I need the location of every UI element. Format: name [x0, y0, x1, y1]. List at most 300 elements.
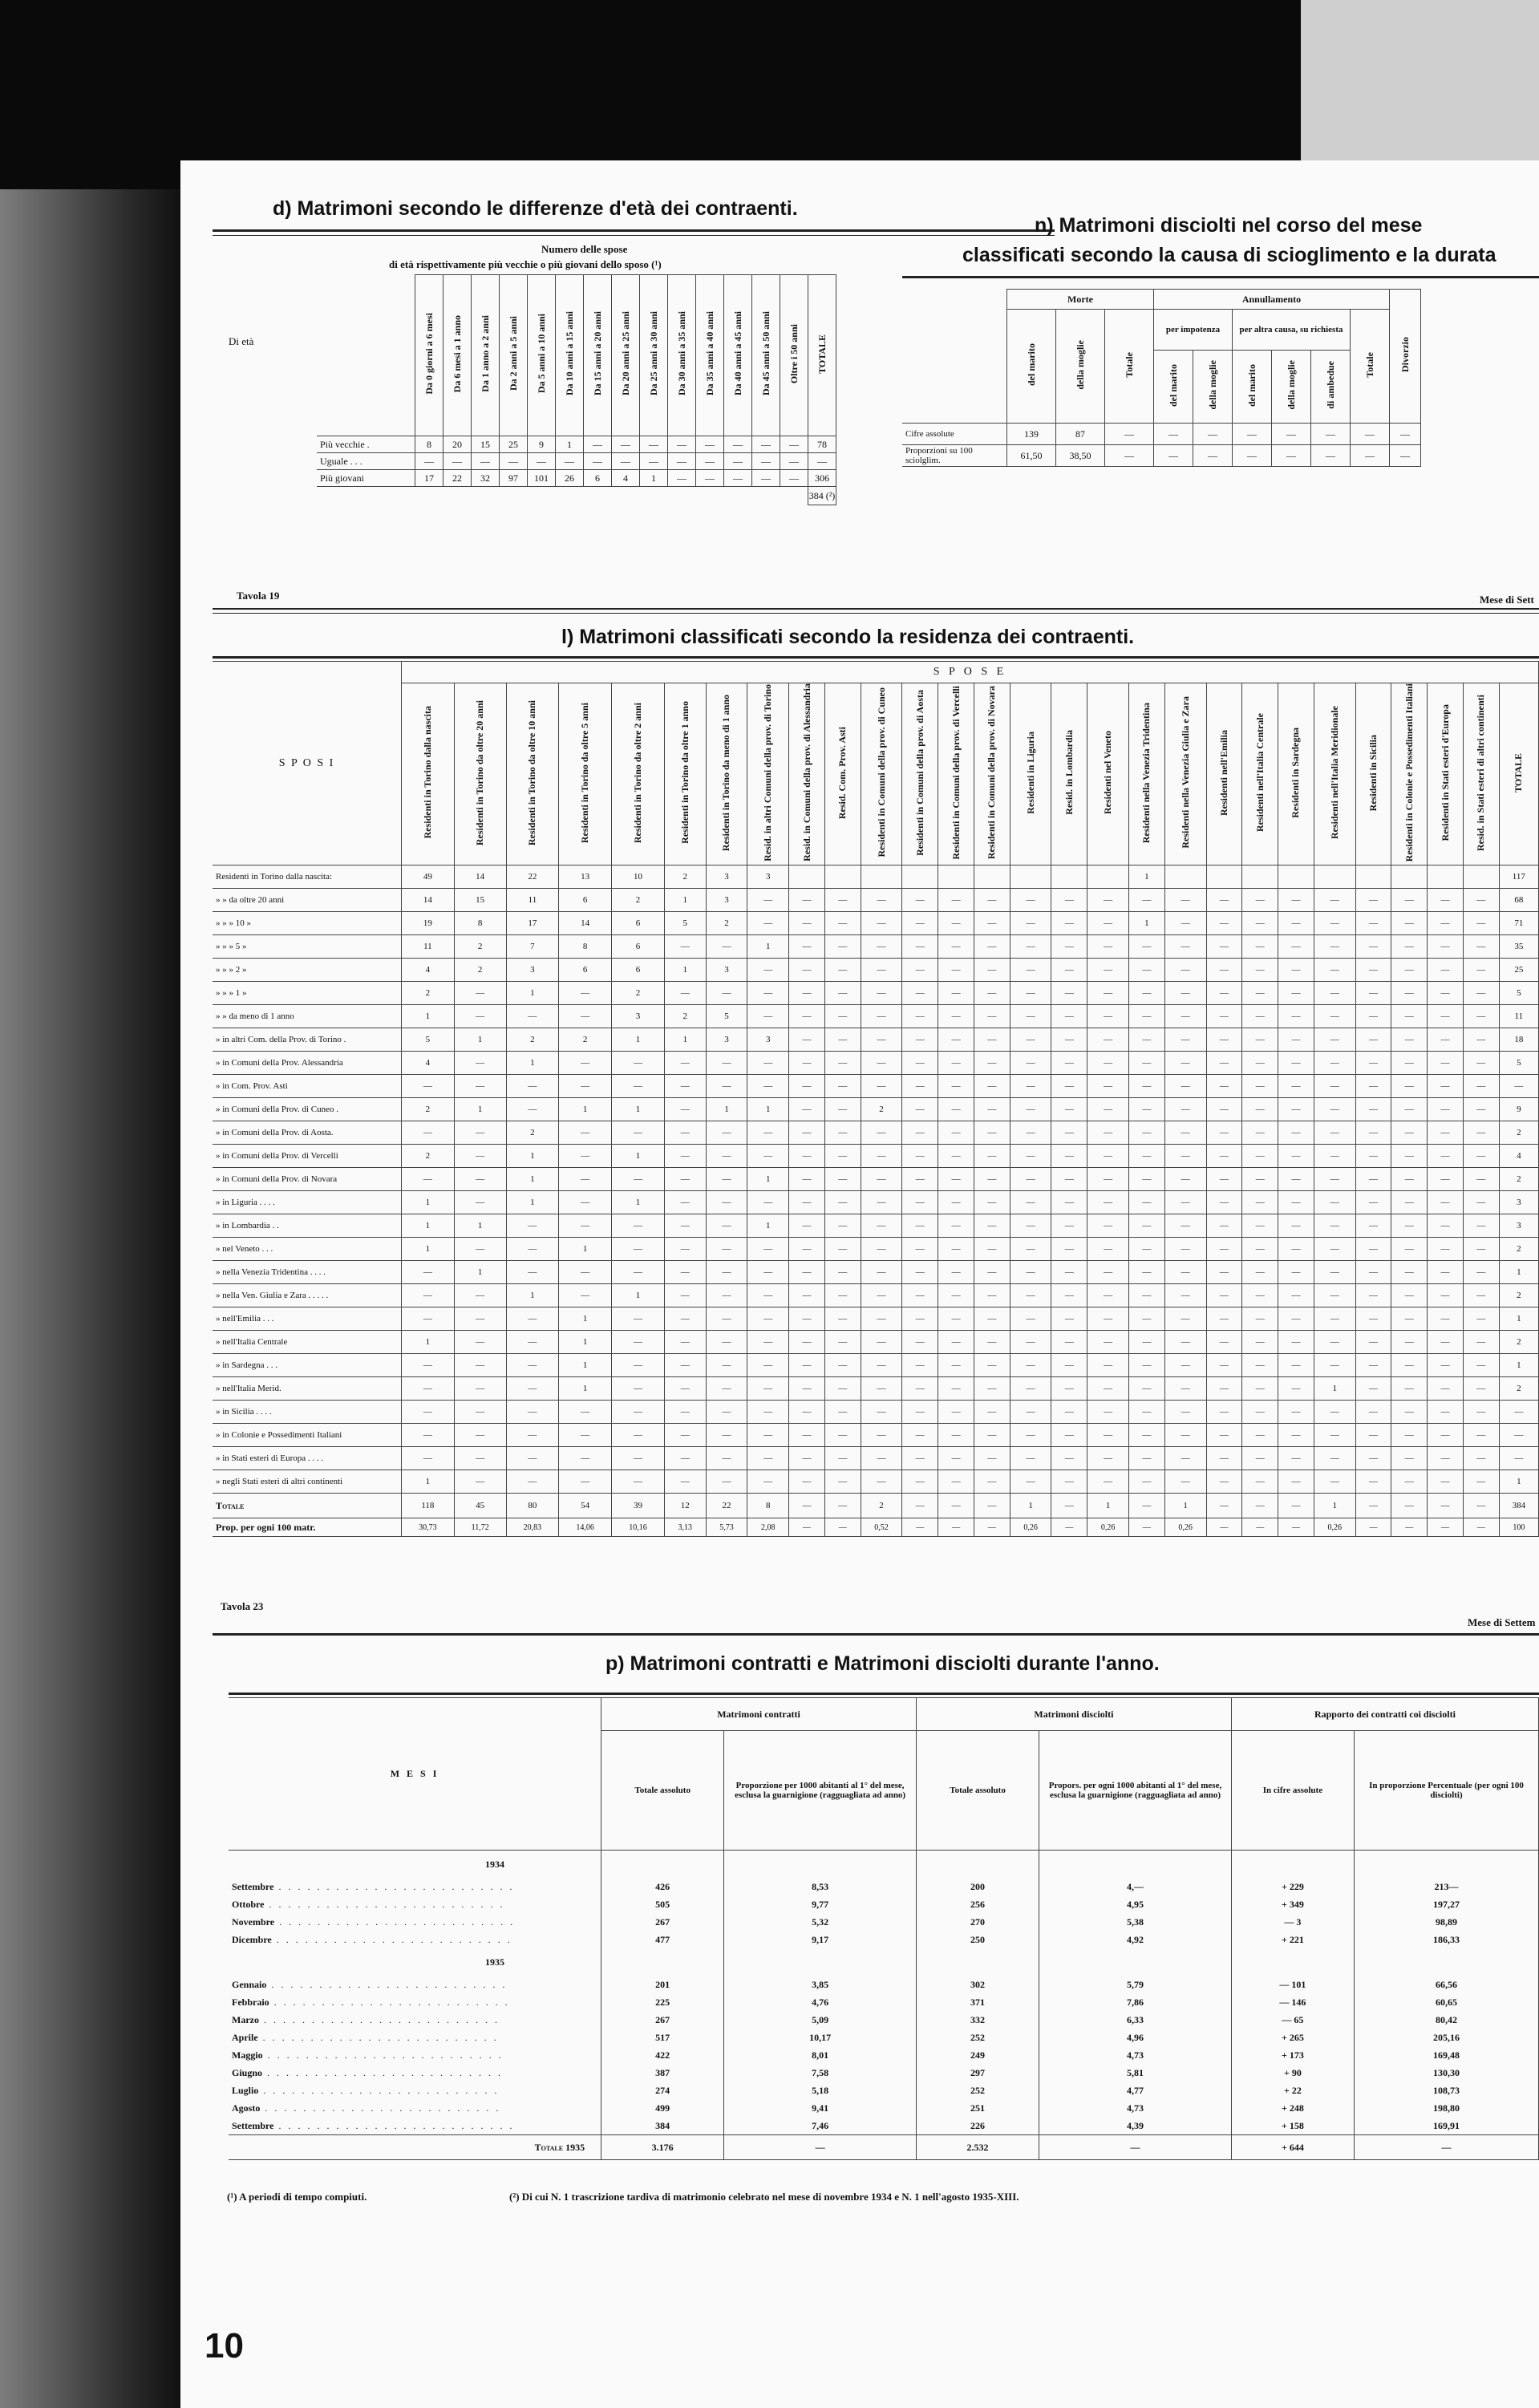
- section-l-cell: —: [1087, 1447, 1129, 1470]
- section-d-cell: —: [500, 453, 528, 470]
- section-l-cell: 1: [402, 1214, 455, 1238]
- section-l-cell: —: [612, 1238, 665, 1261]
- section-l-cell: —: [824, 1028, 861, 1052]
- section-p-blank: [601, 1948, 724, 1976]
- section-l-cell: —: [1278, 982, 1314, 1005]
- section-l-cell: —: [1242, 935, 1278, 959]
- section-d-cell: 9: [528, 436, 556, 453]
- section-l-cell: —: [454, 1401, 506, 1424]
- section-l-cell: —: [1206, 889, 1242, 912]
- section-l-cell: —: [1010, 1447, 1051, 1470]
- section-l-cell: —: [454, 1307, 506, 1331]
- section-l-cell: —: [1278, 1354, 1314, 1377]
- section-l-cell: —: [1355, 1005, 1391, 1028]
- section-l-cell: —: [1010, 1238, 1051, 1261]
- section-l-cell: —: [1463, 1284, 1499, 1307]
- section-l-cell: —: [1051, 889, 1087, 912]
- section-l-row-label: » in Comuni della Prov. Alessandria: [213, 1052, 402, 1075]
- section-l-cell: —: [559, 1447, 612, 1470]
- section-l-cell: —: [559, 1214, 612, 1238]
- section-l-cell: —: [1051, 1191, 1087, 1214]
- section-l-cell: —: [789, 1470, 825, 1494]
- section-l-cell: 35: [1499, 935, 1538, 959]
- section-p-cell: 66,56: [1354, 1976, 1538, 1993]
- section-l-cell: —: [1314, 1470, 1355, 1494]
- section-l-cell: —: [1355, 1354, 1391, 1377]
- section-p-mesi-label: M E S I: [229, 1698, 601, 1851]
- section-l-cell: —: [1355, 889, 1391, 912]
- section-l-row-label: » in Sardegna . . .: [213, 1354, 402, 1377]
- section-l-cell: —: [559, 982, 612, 1005]
- section-l-cell: —: [1463, 1191, 1499, 1214]
- section-l-cell: —: [1463, 935, 1499, 959]
- section-l-cell: —: [747, 1191, 789, 1214]
- section-l-cell: —: [938, 1145, 974, 1168]
- section-d-cell: 306: [808, 470, 836, 487]
- section-l-cell: 1: [402, 1331, 455, 1354]
- section-l-cell: —: [824, 1098, 861, 1121]
- section-n-sub-impotenza: per impotenza: [1154, 310, 1233, 351]
- section-l-cell: —: [612, 1307, 665, 1331]
- section-l-col-header-text: Resid. in Stati esteri di altri continenti: [1475, 694, 1487, 851]
- section-l-cell: —: [664, 982, 706, 1005]
- section-l-row: [213, 1377, 1539, 1401]
- section-l-cell: —: [1314, 1005, 1355, 1028]
- section-l-cell: —: [861, 982, 902, 1005]
- section-d-col-header: [612, 275, 640, 436]
- section-l-cell: —: [902, 1307, 938, 1331]
- section-l-col-header: [454, 683, 506, 866]
- section-l-cell: —: [1164, 1098, 1206, 1121]
- section-l-row: [213, 1261, 1539, 1284]
- section-l-cell: —: [1391, 1354, 1428, 1377]
- section-d-cell: 1: [640, 470, 668, 487]
- section-l-cell: —: [974, 1214, 1010, 1238]
- section-l-cell: 1: [506, 1191, 559, 1214]
- section-p-month: [229, 1976, 601, 1993]
- section-l-prop-label: Prop. per ogni 100 matr.: [213, 1518, 402, 1537]
- document-page: [180, 160, 1539, 2408]
- section-l-cell: —: [1499, 1401, 1538, 1424]
- section-l-cell: 4: [1499, 1145, 1538, 1168]
- section-l-cell: [1278, 866, 1314, 889]
- section-l-col-header-text: Residenti in Sardegna: [1290, 727, 1302, 818]
- section-l-row-label: » in Sicilia . . . .: [213, 1401, 402, 1424]
- section-l-col-header-text: Resid. in altri Comuni della prov. di Torino: [762, 683, 774, 861]
- section-l-cell: —: [938, 1401, 974, 1424]
- section-l-cell: —: [559, 1261, 612, 1284]
- section-l-cell: —: [1051, 1284, 1087, 1307]
- section-l-cell: —: [902, 912, 938, 935]
- section-l-cell: —: [789, 1145, 825, 1168]
- section-l-cell: —: [1428, 935, 1464, 959]
- section-n-col-header-text: della moglie: [1074, 339, 1086, 390]
- section-l-cell: —: [974, 1075, 1010, 1098]
- section-p-cell: 332: [916, 2011, 1039, 2029]
- section-l-row: [213, 1354, 1539, 1377]
- section-l-cell: —: [664, 1401, 706, 1424]
- section-l-cell: 1: [559, 1307, 612, 1331]
- section-d-cell: —: [640, 436, 668, 453]
- section-l-cell: —: [1010, 1331, 1051, 1354]
- section-l-cell: —: [1242, 1075, 1278, 1098]
- tavola-19-label: Tavola 19: [237, 590, 280, 602]
- section-l-cell: —: [1129, 959, 1165, 982]
- section-l-cell: —: [824, 889, 861, 912]
- section-d-cell: 6: [584, 470, 612, 487]
- section-d-cell: 8: [415, 436, 443, 453]
- section-l-col-header-text: Residenti in Sicilia: [1367, 734, 1379, 811]
- section-l-cell: 15: [454, 889, 506, 912]
- section-l-col-header: [861, 683, 902, 866]
- section-p-year: 1935: [485, 1956, 505, 1968]
- section-l-total-cell: 45: [454, 1494, 506, 1518]
- section-l-row-label: » in Comuni della Prov. di Novara: [213, 1168, 402, 1191]
- section-l-cell: —: [1129, 1028, 1165, 1052]
- section-l-cell: 2: [1499, 1168, 1538, 1191]
- section-l-cell: —: [1391, 1005, 1428, 1028]
- section-l-cell: 1: [559, 1331, 612, 1354]
- section-l-cell: —: [664, 1098, 706, 1121]
- section-l-cell: —: [1010, 1005, 1051, 1028]
- section-p-month: [229, 2064, 601, 2082]
- section-d-cell: —: [640, 453, 668, 470]
- section-d-cell: —: [696, 470, 724, 487]
- section-l-total-cell: —: [1355, 1494, 1391, 1518]
- section-l-cell: —: [1206, 1424, 1242, 1447]
- section-l-cell: —: [664, 1424, 706, 1447]
- section-l-cell: —: [1129, 1052, 1165, 1075]
- section-p-cell: 251: [916, 2099, 1039, 2117]
- section-l-prop-cell: —: [1242, 1518, 1278, 1537]
- section-n-row: [902, 445, 1421, 467]
- section-l-col-header: [789, 683, 825, 866]
- section-l-total-cell: —: [974, 1494, 1010, 1518]
- section-l-cell: —: [1164, 1121, 1206, 1145]
- section-l-cell: —: [1206, 1331, 1242, 1354]
- section-l-cell: —: [1087, 1145, 1129, 1168]
- section-l-cell: —: [1463, 1145, 1499, 1168]
- section-l-cell: —: [824, 1424, 861, 1447]
- section-l-cell: —: [1051, 1121, 1087, 1145]
- section-l-cell: —: [1391, 1284, 1428, 1307]
- section-l-cell: —: [1391, 1470, 1428, 1494]
- section-l-cell: —: [1087, 1261, 1129, 1284]
- section-l-cell: 3: [706, 889, 747, 912]
- section-l-cell: —: [1010, 959, 1051, 982]
- section-p-cell: — 101: [1231, 1976, 1354, 1993]
- section-d-header-2: di età rispettivamente più vecchie o più giovani dello sposo (¹): [389, 258, 662, 270]
- section-l-prop-cell: —: [1051, 1518, 1087, 1537]
- section-l-cell: —: [1463, 1377, 1499, 1401]
- section-l-cell: 1: [612, 1284, 665, 1307]
- section-d-col-header-text: Da 40 anni a 45 anni: [731, 311, 743, 396]
- section-l-total-cell: 12: [664, 1494, 706, 1518]
- section-n-col-header: [1272, 351, 1311, 424]
- section-l-col-header-text: Residenti in Comuni della prov. di Vercelli: [950, 685, 962, 860]
- section-l-cell: —: [1206, 912, 1242, 935]
- section-p-cell: — 146: [1231, 1993, 1354, 2011]
- section-l-cell: —: [612, 1424, 665, 1447]
- section-p-cell: 267: [601, 1913, 724, 1931]
- section-l-cell: —: [938, 1447, 974, 1470]
- section-l-cell: —: [902, 1005, 938, 1028]
- section-l-cell: —: [612, 1377, 665, 1401]
- section-l-cell: —: [1463, 1424, 1499, 1447]
- section-l-cell: —: [1314, 1401, 1355, 1424]
- section-l-total-cell: 8: [747, 1494, 789, 1518]
- section-l-cell: —: [1129, 889, 1165, 912]
- section-l-cell: —: [1051, 1447, 1087, 1470]
- section-l-cell: —: [861, 1401, 902, 1424]
- section-l-cell: —: [1355, 1377, 1391, 1401]
- section-l-cell: —: [612, 1354, 665, 1377]
- section-p-cell: 302: [916, 1976, 1039, 1993]
- section-p-group-contratti: Matrimoni contratti: [601, 1698, 917, 1731]
- section-l-cell: 2: [454, 935, 506, 959]
- section-l-cell: [1463, 866, 1499, 889]
- section-l-cell: —: [789, 1401, 825, 1424]
- section-l-cell: —: [861, 1261, 902, 1284]
- section-l-cell: —: [1242, 889, 1278, 912]
- section-l-cell: —: [974, 889, 1010, 912]
- section-l-cell: —: [789, 1331, 825, 1354]
- section-l-cell: —: [861, 1005, 902, 1028]
- section-l-cell: 6: [559, 889, 612, 912]
- section-d-col-header-text: Da 1 anno a 2 anni: [479, 315, 491, 392]
- section-l-cell: —: [1391, 1447, 1428, 1470]
- section-l-cell: —: [1129, 1354, 1165, 1377]
- section-l-cell: —: [1087, 1238, 1129, 1261]
- section-d-cell: —: [612, 436, 640, 453]
- section-l-cell: —: [789, 1214, 825, 1238]
- section-l-total-cell: 2: [861, 1494, 902, 1518]
- section-l-cell: —: [824, 1191, 861, 1214]
- section-p-cell: 252: [916, 2029, 1039, 2046]
- section-l-cell: —: [1314, 1075, 1355, 1098]
- section-p-cell: 7,86: [1039, 1993, 1232, 2011]
- section-p-cell: 7,58: [724, 2064, 917, 2082]
- section-p-month-row: [229, 2046, 1539, 2064]
- section-l-cell: —: [747, 1354, 789, 1377]
- section-n-cell: 61,50: [1007, 445, 1056, 467]
- section-l-cell: —: [824, 1238, 861, 1261]
- section-l-cell: —: [1242, 1191, 1278, 1214]
- section-d-col-header-text: Oltre i 50 anni: [788, 323, 800, 384]
- section-d-corner: [317, 275, 415, 436]
- section-l-cell: —: [1206, 1052, 1242, 1075]
- section-l-prop-cell: —: [789, 1518, 825, 1537]
- section-d-col-header-text: Da 6 mesi a 1 anno: [451, 314, 463, 393]
- section-l-col-header: [1314, 683, 1355, 866]
- section-l-cell: —: [789, 1354, 825, 1377]
- section-l-prop-cell: 2,08: [747, 1518, 789, 1537]
- section-l-cell: —: [1206, 1121, 1242, 1145]
- section-l-cell: —: [824, 982, 861, 1005]
- section-p-group-disciolti: Matrimoni disciolti: [916, 1698, 1231, 1731]
- section-l-cell: 2: [402, 982, 455, 1005]
- section-l-cell: —: [1010, 1307, 1051, 1331]
- section-l-col-header-text: Residenti in Torino da oltre 1 anno: [678, 701, 691, 845]
- section-n-col-header-text: della moglie: [1206, 360, 1218, 410]
- section-l-cell: —: [559, 1075, 612, 1098]
- section-l-prop-cell: 0,26: [1164, 1518, 1206, 1537]
- section-l-cell: —: [1164, 912, 1206, 935]
- section-l-cell: —: [612, 1214, 665, 1238]
- leader-dots: . . . . . . . . . . . . . . . . . . . . . . . . .: [273, 1880, 515, 1892]
- section-l-cell: [1206, 866, 1242, 889]
- section-l-cell: —: [664, 1447, 706, 1470]
- section-l-cell: —: [454, 1354, 506, 1377]
- section-l-cell: —: [706, 1354, 747, 1377]
- section-p-blank: [724, 1851, 917, 1879]
- section-l-total-cell: 1: [1010, 1494, 1051, 1518]
- section-l-cell: —: [789, 1028, 825, 1052]
- section-l-cell: —: [1391, 1145, 1428, 1168]
- section-l-cell: 1: [402, 1238, 455, 1261]
- section-l-cell: —: [1051, 982, 1087, 1005]
- section-l-cell: —: [1242, 1145, 1278, 1168]
- section-l-cell: 68: [1499, 889, 1538, 912]
- section-l-cell: —: [506, 1377, 559, 1401]
- section-l-col-header: [559, 683, 612, 866]
- section-l-total-label: Totale: [213, 1494, 402, 1518]
- section-l-cell: —: [1051, 1401, 1087, 1424]
- rule: [902, 276, 1539, 278]
- section-p-cell: 197,27: [1354, 1895, 1538, 1913]
- section-l-cell: —: [974, 1098, 1010, 1121]
- section-l-cell: —: [1051, 959, 1087, 982]
- section-l-cell: —: [1278, 1447, 1314, 1470]
- section-l-cell: —: [1355, 912, 1391, 935]
- section-l-cell: —: [938, 1052, 974, 1075]
- section-p-month-name: Novembre: [232, 1915, 275, 1928]
- section-l-cell: —: [1355, 1191, 1391, 1214]
- section-l-row-label: » » da meno di 1 anno: [213, 1005, 402, 1028]
- section-l-col-header-text: Residenti nella Venezia Giulia e Zara: [1179, 696, 1191, 849]
- section-l-cell: —: [861, 1028, 902, 1052]
- section-p-col-header: Proporzione per 1000 abitanti al 1° del mese, esclusa la guarnigione (ragguagliata ad anno): [724, 1731, 917, 1851]
- section-l-cell: —: [506, 1261, 559, 1284]
- section-l-col-header: [612, 683, 665, 866]
- section-l-cell: —: [747, 1261, 789, 1284]
- section-l-cell: —: [1428, 1121, 1464, 1145]
- section-l-cell: —: [747, 1447, 789, 1470]
- section-l-cell: —: [1428, 1145, 1464, 1168]
- section-l-cell: —: [1164, 1401, 1206, 1424]
- section-l-cell: —: [1087, 1121, 1129, 1145]
- section-l-prop-cell: —: [1355, 1518, 1391, 1537]
- rule: [213, 229, 1055, 232]
- section-l-row: [213, 1424, 1539, 1447]
- section-p-month-row: [229, 2082, 1539, 2099]
- section-l-cell: —: [1314, 1028, 1355, 1052]
- section-l-cell: —: [902, 1377, 938, 1401]
- section-p-month: [229, 1993, 601, 2011]
- section-p-month: [229, 1913, 601, 1931]
- section-p-cell: 130,30: [1354, 2064, 1538, 2082]
- section-l-cell: —: [824, 1214, 861, 1238]
- section-l-cell: —: [559, 1052, 612, 1075]
- section-p-total-cell: —: [1354, 2135, 1538, 2160]
- section-l-cell: —: [902, 1238, 938, 1261]
- section-l-cell: —: [612, 1075, 665, 1098]
- section-l-cell: 1: [706, 1098, 747, 1121]
- section-d-col-header-text: Da 45 anni a 50 anni: [759, 311, 772, 396]
- section-l-cell: —: [938, 1377, 974, 1401]
- section-l-cell: —: [1314, 1307, 1355, 1331]
- section-l-cell: —: [706, 1424, 747, 1447]
- section-n-col-divorzio: [1390, 290, 1421, 424]
- section-d-cell: —: [668, 470, 696, 487]
- section-p-cell: 108,73: [1354, 2082, 1538, 2099]
- section-n-cell: —: [1390, 445, 1421, 467]
- section-d-cell: 78: [808, 436, 836, 453]
- section-l-cell: —: [938, 1331, 974, 1354]
- section-d-cell: —: [780, 453, 808, 470]
- section-l-cell: —: [1051, 1307, 1087, 1331]
- section-l-total-cell: —: [1206, 1494, 1242, 1518]
- section-p-cell: 80,42: [1354, 2011, 1538, 2029]
- section-l-prop-cell: 5,73: [706, 1518, 747, 1537]
- section-p-cell: 169,91: [1354, 2117, 1538, 2135]
- section-l-cell: —: [861, 1052, 902, 1075]
- section-d-blank: [317, 487, 808, 505]
- section-l-cell: —: [706, 982, 747, 1005]
- section-l-col-header-text: Residenti in Comuni della prov. di Novara: [986, 686, 998, 860]
- section-l-cell: —: [974, 1447, 1010, 1470]
- section-l-cell: —: [789, 1261, 825, 1284]
- section-l-cell: 1: [454, 1261, 506, 1284]
- section-l-prop-row: [213, 1518, 1539, 1537]
- section-l-cell: —: [1314, 1424, 1355, 1447]
- section-l-row-label: » nell'Emilia . . .: [213, 1307, 402, 1331]
- section-l-cell: —: [454, 1005, 506, 1028]
- section-p-cell: 387: [601, 2064, 724, 2082]
- section-l-cell: —: [1164, 1307, 1206, 1331]
- section-p-month-row: [229, 1993, 1539, 2011]
- section-p-month: [229, 1931, 601, 1948]
- section-l-cell: —: [1051, 1075, 1087, 1098]
- section-l-cell: —: [1242, 1401, 1278, 1424]
- section-l-cell: —: [1051, 1052, 1087, 1075]
- section-l-cell: —: [1087, 1377, 1129, 1401]
- section-p-col-header: In proporzione Percentuale (per ogni 100 disciolti): [1354, 1731, 1538, 1851]
- section-l-col-header-text: Residenti nel Veneto: [1102, 731, 1114, 815]
- section-l-cell: —: [1051, 1261, 1087, 1284]
- section-l-cell: 1: [612, 1098, 665, 1121]
- section-l-cell: —: [1129, 1121, 1165, 1145]
- section-l-prop-cell: —: [1206, 1518, 1242, 1537]
- section-l-prop-cell: 30,73: [402, 1518, 455, 1537]
- section-l-cell: —: [1129, 1377, 1165, 1401]
- section-l-cell: —: [454, 1331, 506, 1354]
- section-l-cell: —: [1391, 1121, 1428, 1145]
- section-l-cell: 1: [506, 1168, 559, 1191]
- section-l-cell: —: [974, 1052, 1010, 1075]
- section-p-cell: 169,48: [1354, 2046, 1538, 2064]
- section-l-cell: —: [861, 1145, 902, 1168]
- rule: [213, 1633, 1539, 1636]
- section-n-cell: —: [1193, 424, 1233, 445]
- section-p-cell: + 173: [1231, 2046, 1354, 2064]
- section-l-cell: 9: [1499, 1098, 1538, 1121]
- section-p-blank: [916, 1948, 1039, 1976]
- leader-dots: . . . . . . . . . . . . . . . . . . . . . . . . .: [258, 2013, 500, 2025]
- section-l-cell: —: [559, 1401, 612, 1424]
- section-l-cell: —: [1428, 1307, 1464, 1331]
- section-l-cell: —: [1391, 982, 1428, 1005]
